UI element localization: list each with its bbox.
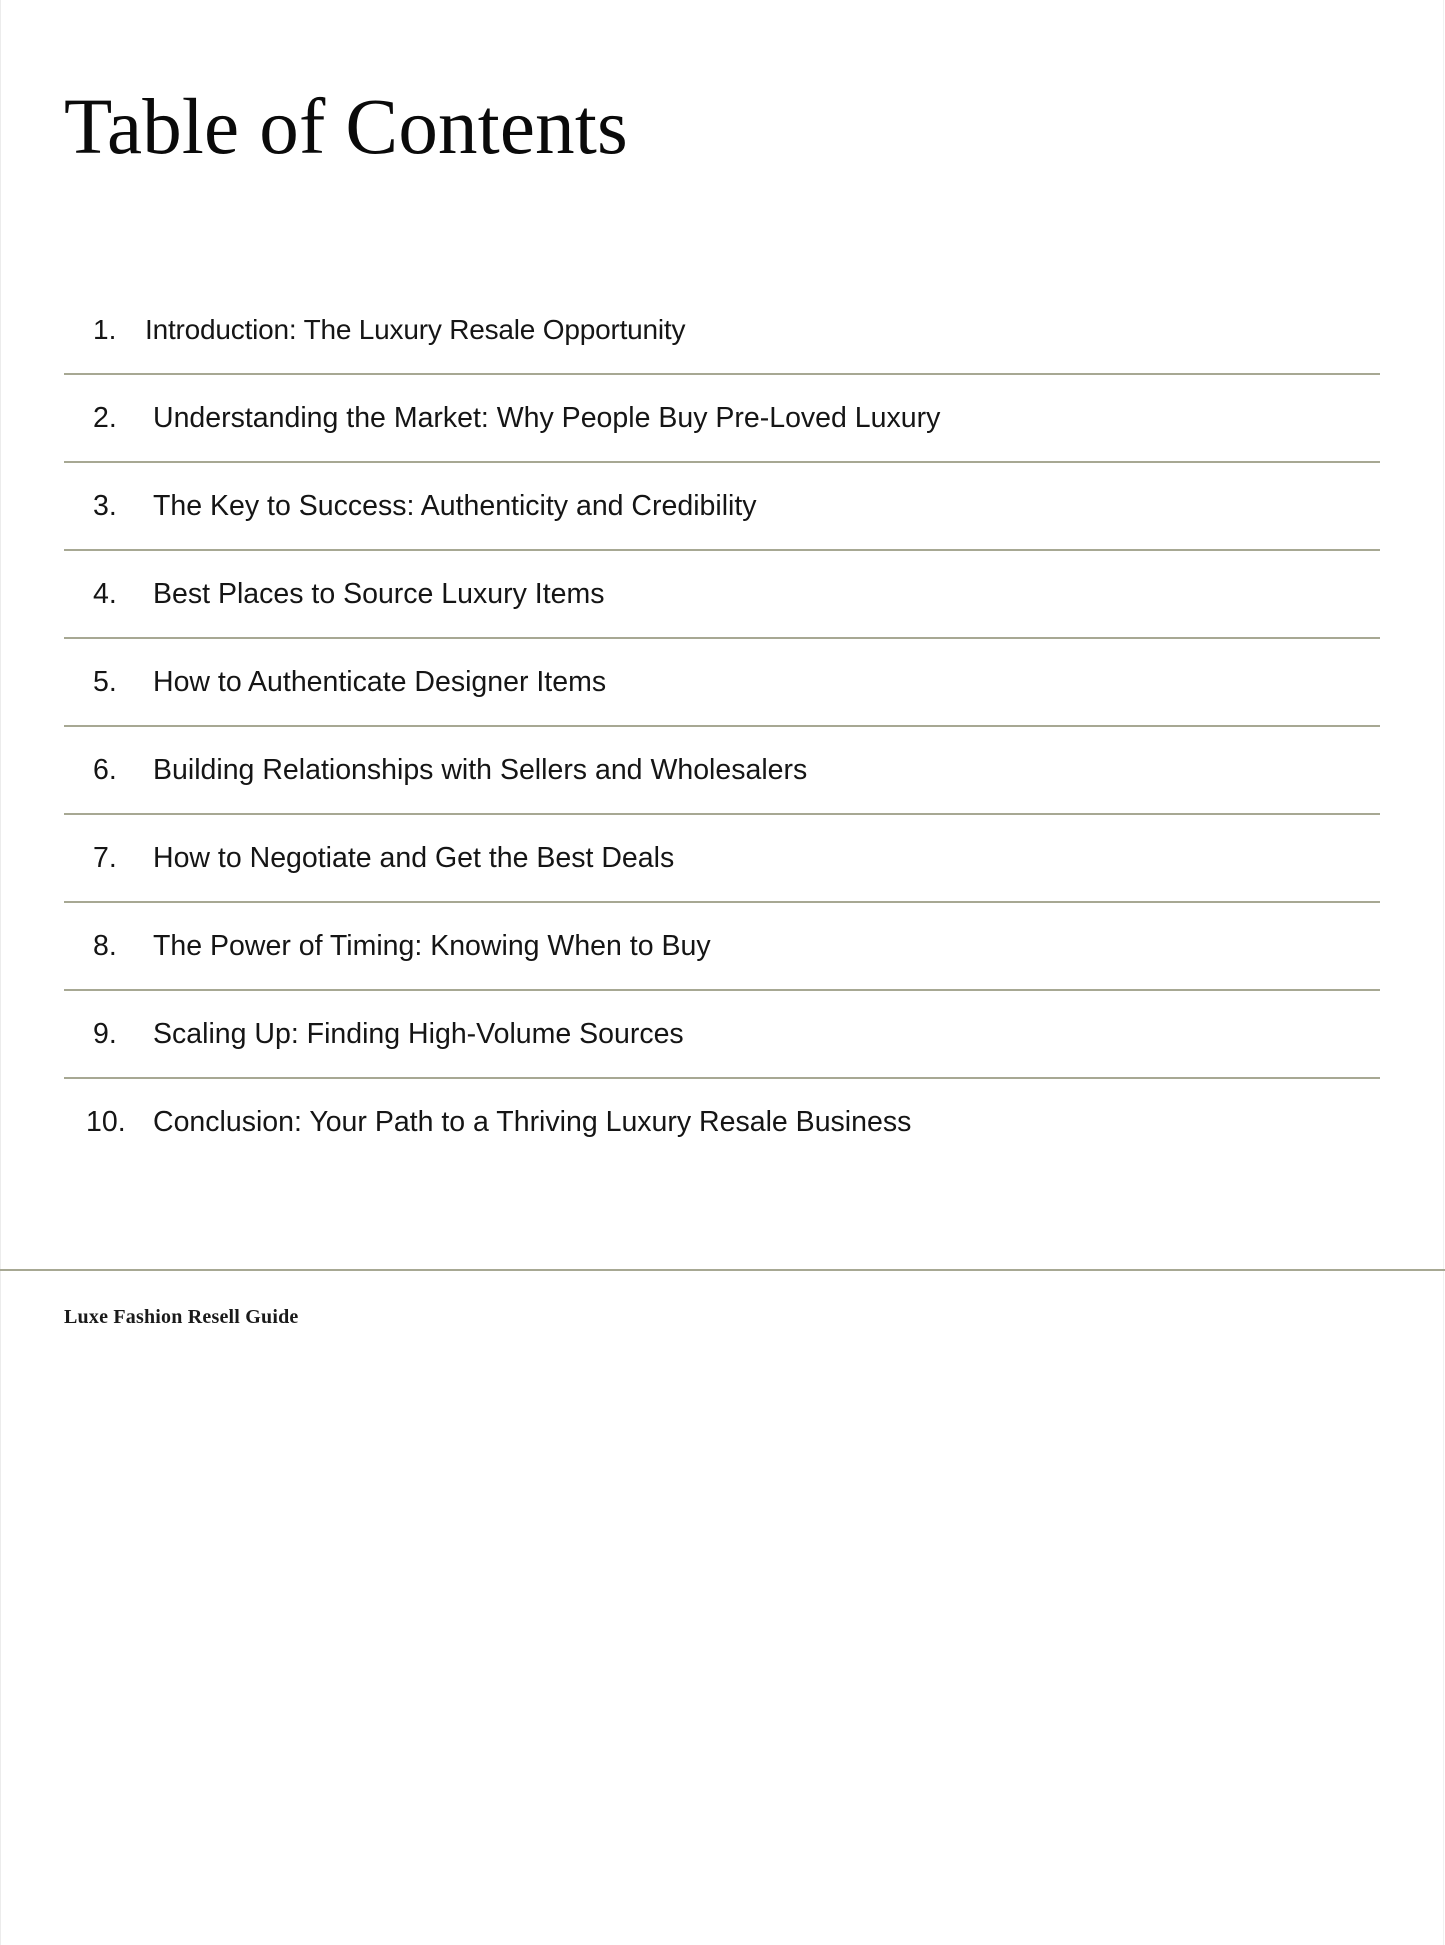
toc-item-3[interactable] bbox=[64, 463, 1380, 551]
page-edge-right bbox=[1443, 0, 1444, 1945]
page-title: Table of Contents bbox=[64, 84, 628, 171]
toc-item-label[interactable]: The Power of Timing: Knowing When to Buy bbox=[153, 930, 711, 962]
toc-item-4[interactable] bbox=[64, 551, 1380, 639]
footer-divider bbox=[0, 1269, 1445, 1271]
toc-item-label[interactable]: Scaling Up: Finding High-Volume Sources bbox=[153, 1018, 684, 1050]
toc-item-9[interactable] bbox=[64, 991, 1380, 1079]
toc-item-label[interactable]: How to Negotiate and Get the Best Deals bbox=[153, 842, 675, 874]
toc-item-label[interactable]: Conclusion: Your Path to a Thriving Luxury Resale Business bbox=[153, 1106, 912, 1138]
toc-item-6[interactable] bbox=[64, 727, 1380, 815]
toc-item-number: 10. bbox=[86, 1106, 126, 1138]
toc-item-number: 4. bbox=[93, 578, 117, 610]
toc-item-number: 3. bbox=[93, 490, 117, 522]
toc-item-1[interactable] bbox=[64, 287, 1380, 375]
toc-item-10[interactable] bbox=[64, 1079, 1380, 1165]
toc-item-number: 8. bbox=[93, 930, 117, 962]
toc-item-label[interactable]: Building Relationships with Sellers and Wholesalers bbox=[153, 754, 808, 786]
toc-item-number: 6. bbox=[93, 754, 117, 786]
toc-item-label[interactable]: Introduction: The Luxury Resale Opportunity bbox=[145, 314, 686, 345]
toc-item-2[interactable] bbox=[64, 375, 1380, 463]
page-edge-left bbox=[0, 0, 1, 1945]
toc-item-number: 5. bbox=[93, 666, 117, 698]
toc-item-label[interactable]: Understanding the Market: Why People Buy Pre-Loved Luxury bbox=[153, 402, 941, 434]
table-of-contents bbox=[64, 287, 1380, 1165]
toc-item-label[interactable]: How to Authenticate Designer Items bbox=[153, 666, 607, 698]
toc-item-7[interactable] bbox=[64, 815, 1380, 903]
toc-item-number: 2. bbox=[93, 402, 117, 434]
toc-item-label[interactable]: Best Places to Source Luxury Items bbox=[153, 578, 605, 610]
toc-item-8[interactable] bbox=[64, 903, 1380, 991]
footer-guide-title: Luxe Fashion Resell Guide bbox=[64, 1306, 299, 1328]
toc-item-5[interactable] bbox=[64, 639, 1380, 727]
toc-item-number: 9. bbox=[93, 1018, 117, 1050]
toc-item-label[interactable]: The Key to Success: Authenticity and Credibility bbox=[153, 490, 757, 522]
toc-item-number: 1. bbox=[93, 314, 117, 345]
toc-item-number: 7. bbox=[93, 842, 117, 874]
